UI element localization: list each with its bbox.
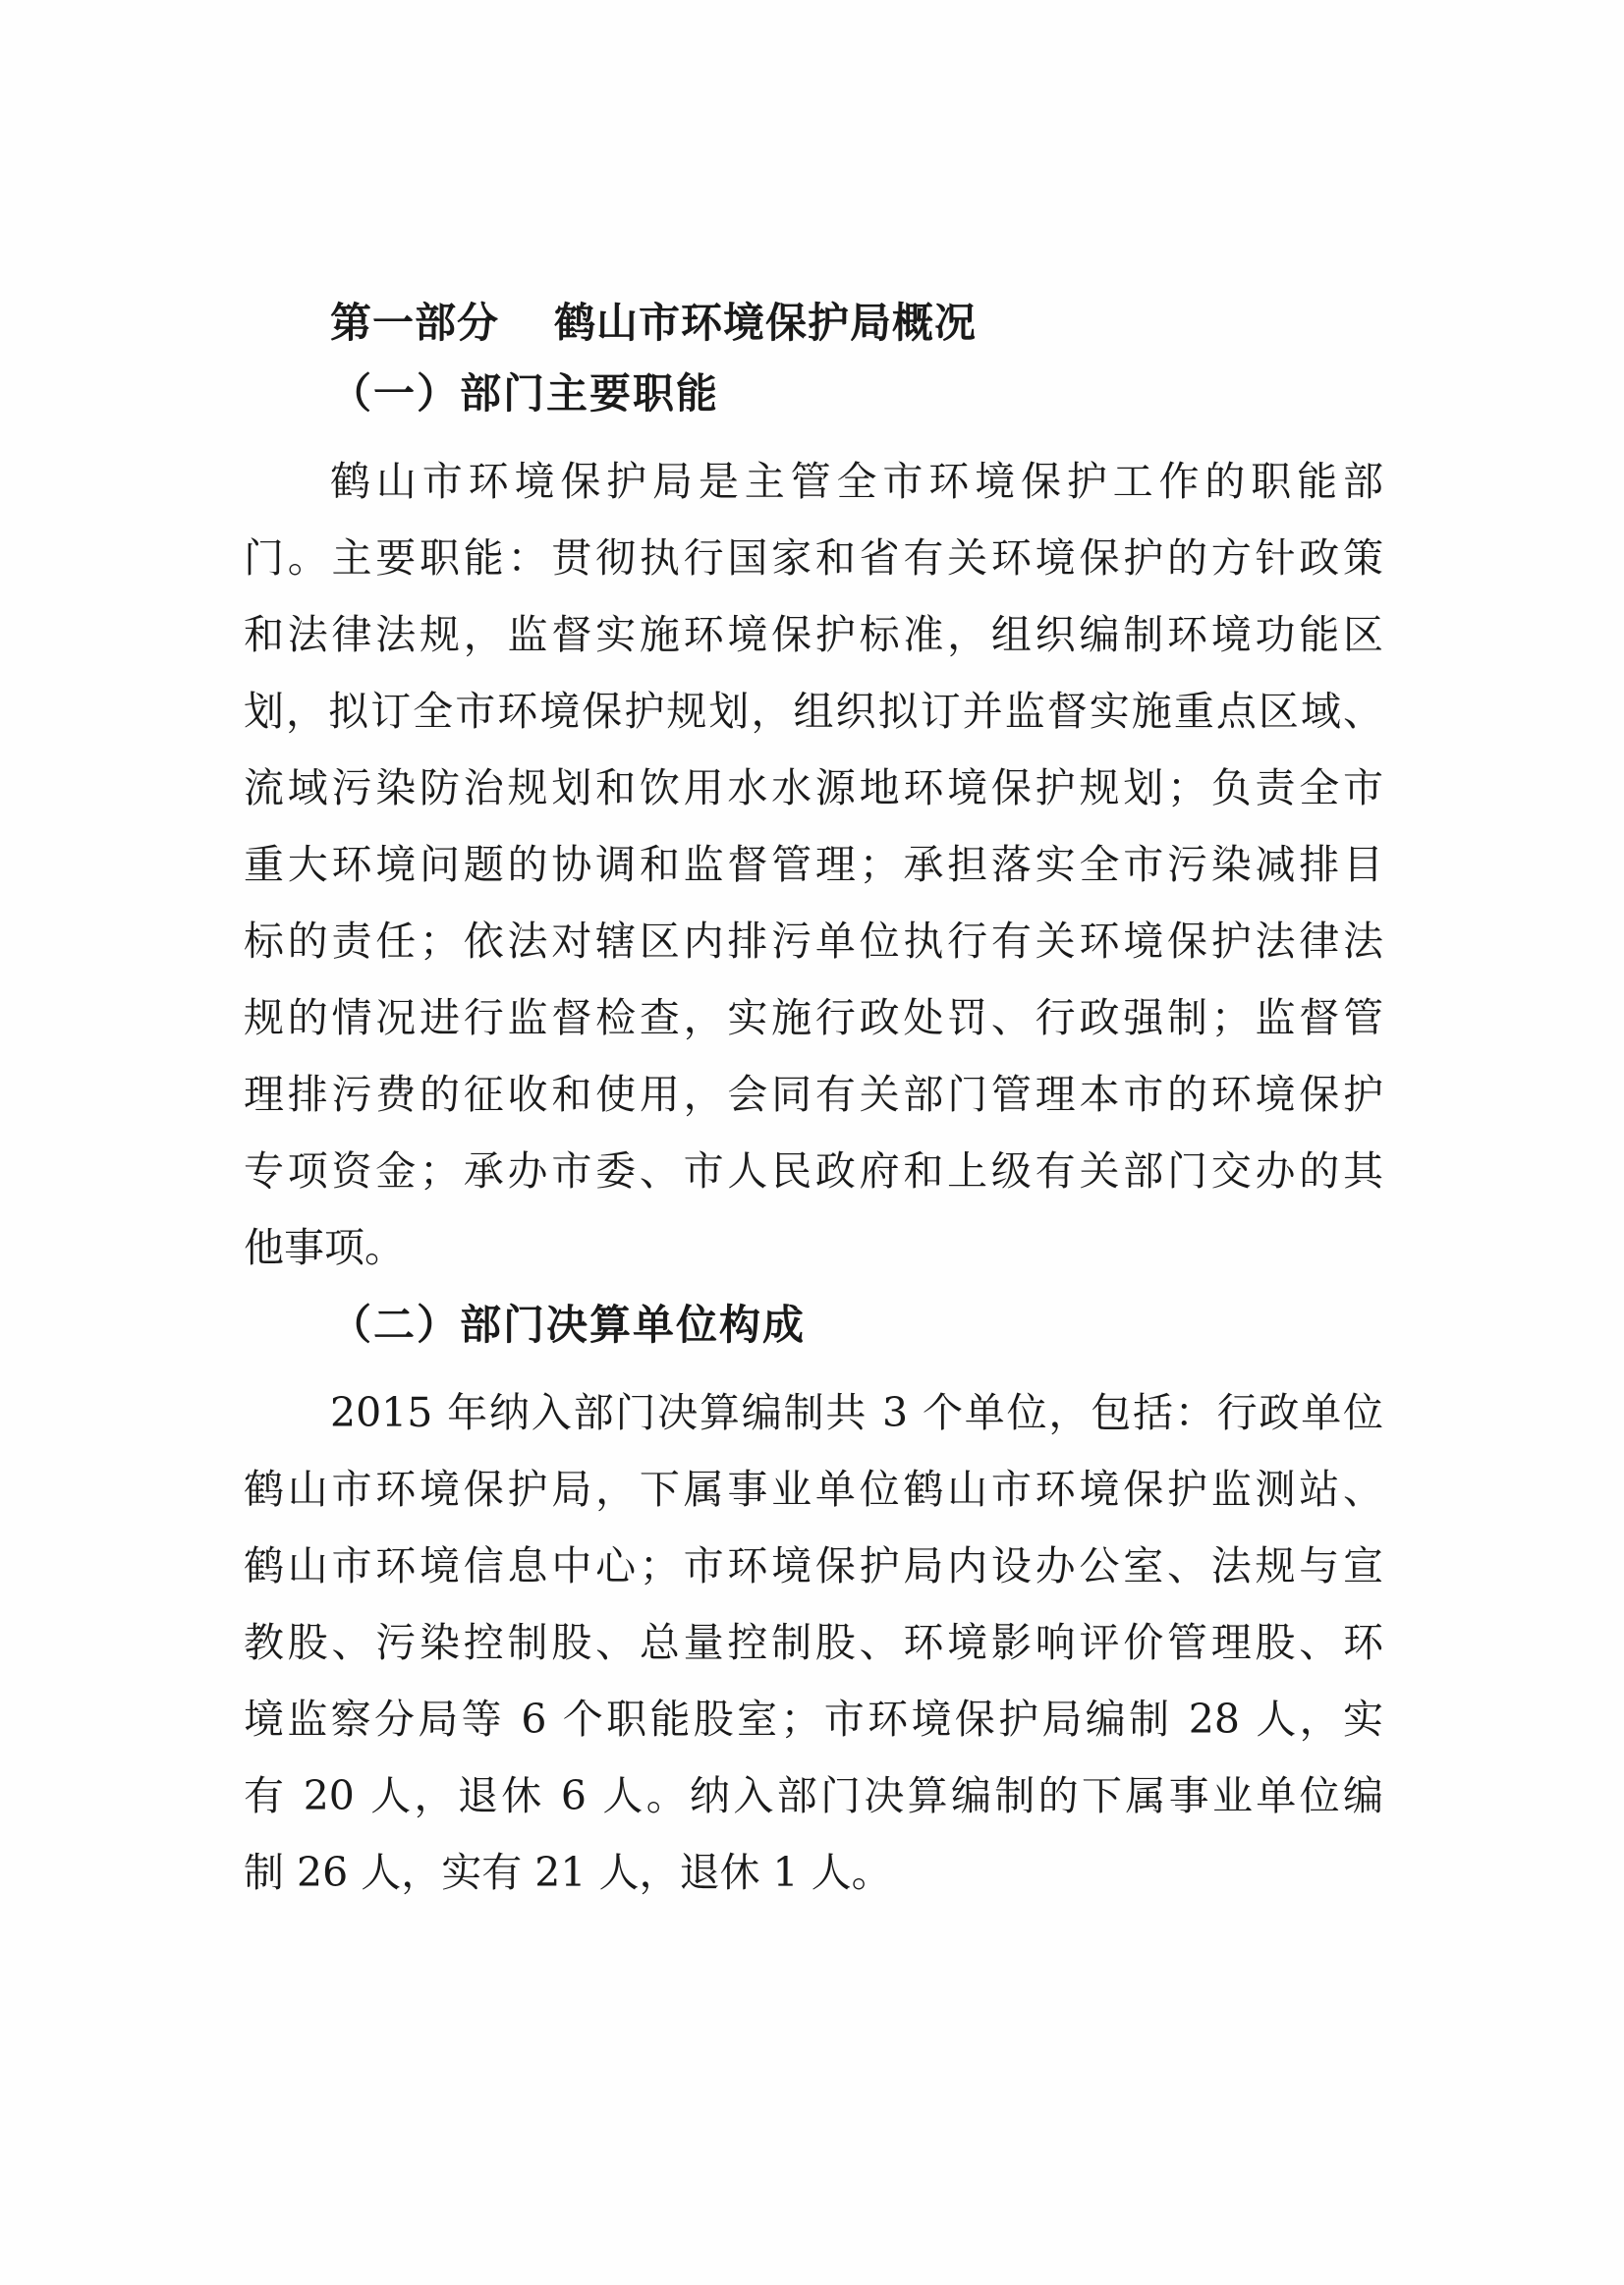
section-spacer	[244, 1286, 1383, 1300]
paragraph-line: 他事项。	[244, 1224, 405, 1271]
paragraph-line: 门。主要职能：贯彻执行国家和省有关环境保护的方针政策	[244, 534, 1383, 582]
paragraph-line: 制 26 人，实有 21 人，退休 1 人。	[244, 1849, 892, 1896]
paragraph-line: 有 20 人，退休 6 人。纳入部门决算编制的下属事业单位编	[244, 1772, 1383, 1819]
paragraph-line: 流域污染防治规划和饮用水水源地环境保护规划；负责全市	[244, 764, 1383, 811]
units-paragraph	[244, 1374, 1383, 1911]
section-heading-units: （二）部门决算单位构成	[330, 1301, 807, 1349]
paragraph-line: 鹤山市环境保护局是主管全市环境保护工作的职能部	[330, 458, 1383, 505]
part-heading	[330, 298, 1383, 349]
paragraph-line: 2015 年纳入部门决算编制共 3 个单位，包括：行政单位	[330, 1389, 1383, 1436]
paragraph-line: 规的情况进行监督检查，实施行政处罚、行政强制；监督管	[244, 994, 1383, 1041]
paragraph-line: 教股、污染控制股、总量控制股、环境影响评价管理股、环	[244, 1619, 1383, 1666]
part-title: 鹤山市环境保护局概况	[554, 299, 978, 347]
paragraph-line: 鹤山市环境保护局，下属事业单位鹤山市环境保护监测站、	[244, 1466, 1383, 1513]
paragraph-line: 鹤山市环境信息中心；市环境保护局内设办公室、法规与宣	[244, 1542, 1383, 1589]
paragraph-line: 重大环境问题的协调和监督管理；承担落实全市污染减排目	[244, 841, 1383, 888]
document-body	[244, 298, 1383, 1911]
paragraph-line: 标的责任；依法对辖区内排污单位执行有关环境保护法律法	[244, 918, 1383, 965]
paragraph-line: 和法律法规，监督实施环境保护标准，组织编制环境功能区	[244, 611, 1383, 658]
paragraph-line: 专项资金；承办市委、市人民政府和上级有关部门交办的其	[244, 1147, 1383, 1195]
paragraph-line: 划，拟订全市环境保护规划，组织拟订并监督实施重点区域、	[244, 688, 1383, 735]
paragraph-line: 境监察分局等 6 个职能股室；市环境保护局编制 28 人，实	[244, 1696, 1383, 1743]
section-heading-functions: （一）部门主要职能	[330, 369, 720, 418]
paragraph-line: 理排污费的征收和使用，会同有关部门管理本市的环境保护	[244, 1071, 1383, 1118]
functions-paragraph	[244, 443, 1383, 1286]
part-label: 第一部分	[330, 299, 500, 347]
